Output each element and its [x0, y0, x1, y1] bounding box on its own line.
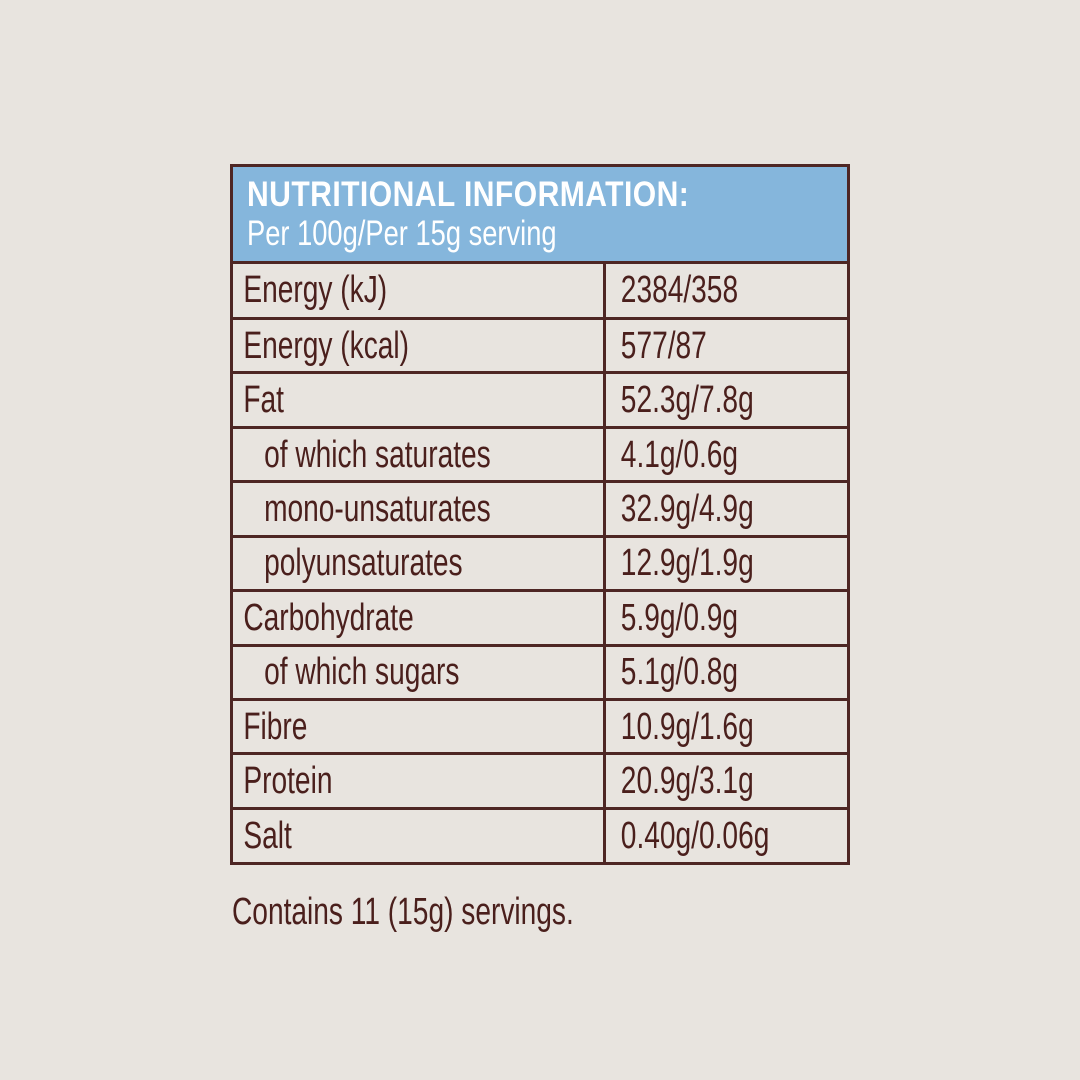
table-row: [233, 318, 847, 372]
value-cell: [605, 264, 848, 318]
nutrient-label: of which saturates: [264, 433, 491, 476]
nutrition-panel: [230, 164, 850, 865]
value-cell: [605, 373, 848, 427]
nutrition-header: [233, 167, 847, 264]
table-row: [233, 264, 847, 318]
table-row: [233, 482, 847, 536]
nutrient-value: 4.1g/0.6g: [620, 433, 739, 476]
value-cell: [605, 645, 848, 699]
table-row: [233, 536, 847, 590]
nutrient-label: Salt: [243, 815, 292, 858]
nutrient-value: 0.40g/0.06g: [620, 815, 770, 858]
nutrient-cell: [233, 754, 605, 808]
value-cell: [605, 482, 848, 536]
value-cell: [605, 427, 848, 481]
nutrient-cell: [233, 373, 605, 427]
value-cell: [605, 754, 848, 808]
table-row: [233, 808, 847, 862]
table-row: [233, 754, 847, 808]
nutrient-cell: [233, 427, 605, 481]
nutrient-label: of which sugars: [264, 651, 460, 694]
value-cell: [605, 318, 848, 372]
value-cell: [605, 808, 848, 862]
nutrient-label: Carbohydrate: [243, 596, 414, 639]
nutrient-label: Energy (kJ): [243, 269, 388, 312]
nutrient-cell: [233, 700, 605, 754]
nutrient-label: polyunsaturates: [264, 542, 463, 585]
table-row: [233, 373, 847, 427]
table-row: [233, 591, 847, 645]
nutrient-value: 20.9g/3.1g: [620, 760, 754, 803]
nutrient-value: 5.1g/0.8g: [620, 651, 739, 694]
nutrient-label: mono-unsaturates: [264, 487, 491, 530]
nutrient-cell: [233, 318, 605, 372]
table-row: [233, 700, 847, 754]
table-row: [233, 645, 847, 699]
table-row: [233, 427, 847, 481]
value-cell: [605, 700, 848, 754]
nutrient-cell: [233, 645, 605, 699]
nutrient-value: 52.3g/7.8g: [620, 379, 754, 422]
nutrition-subtitle: Per 100g/Per 15g serving: [247, 214, 557, 253]
nutrient-value: 32.9g/4.9g: [620, 487, 754, 530]
nutrient-cell: [233, 264, 605, 318]
nutrient-label: Fibre: [243, 705, 308, 748]
value-cell: [605, 591, 848, 645]
nutrient-value: 577/87: [620, 324, 707, 367]
nutrient-label: Energy (kcal): [243, 324, 410, 367]
nutrient-label: Fat: [243, 379, 284, 422]
nutrient-label: Protein: [243, 760, 333, 803]
nutrition-table: [233, 264, 847, 863]
nutrient-cell: [233, 536, 605, 590]
nutrient-value: 5.9g/0.9g: [620, 596, 739, 639]
nutrient-value: 12.9g/1.9g: [620, 542, 754, 585]
nutrition-title: NUTRITIONAL INFORMATION:: [247, 175, 690, 214]
value-cell: [605, 536, 848, 590]
servings-footnote: Contains 11 (15g) servings.: [232, 891, 574, 933]
nutrient-value: 2384/358: [620, 269, 739, 312]
nutrient-cell: [233, 808, 605, 862]
nutrient-cell: [233, 482, 605, 536]
nutrient-cell: [233, 591, 605, 645]
nutrient-value: 10.9g/1.6g: [620, 705, 754, 748]
